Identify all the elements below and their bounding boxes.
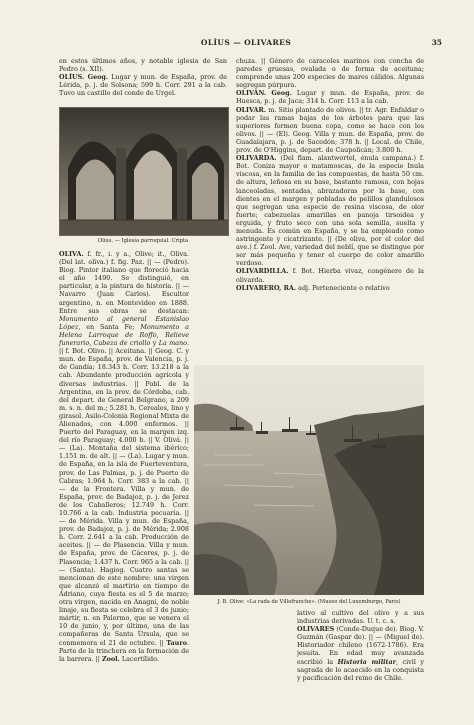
work-historia-militar: Historia militar	[337, 657, 397, 666]
entry-olivarero-text: adj. Perteneciente o relativo	[296, 283, 390, 292]
left-column-top	[59, 57, 227, 103]
entry-olivares	[297, 625, 424, 682]
crypt-caption-text: Iglesia parroquial. Cripta	[121, 238, 189, 244]
headword-olivarda: OLIVARDA.	[236, 154, 277, 163]
entry-olivardilla-text: f. Bot. Hierba vivaz, congénere de la olivarda.	[236, 267, 424, 284]
headword-olivardilla: OLIVARDILLA.	[236, 267, 289, 276]
page-number: 35	[431, 38, 442, 47]
right-column-bottom	[297, 609, 424, 719]
label-tauro: Tauro	[166, 638, 187, 647]
work-title-3: La mano	[158, 339, 187, 348]
entry-olivar	[236, 106, 424, 155]
label-zool: Zool.	[101, 654, 120, 663]
entry-olivarda	[236, 154, 424, 267]
headword-olivares: OLIVARES	[297, 625, 335, 634]
entry-oliva	[59, 250, 189, 663]
entry-oliva-text-c: y	[150, 339, 159, 348]
headword-oliva: OLIVA.	[59, 250, 84, 258]
running-header	[50, 38, 442, 50]
entry-olivarda-text: (Del flam. alantwortel, énula campana.) f. Bot. Coniza mayor o matamoscas, de la especie Inula viscosa, en la familia de las compuestas, de hasta 50 cm. de altura, leñosa en su base, bastante ramosa, con hojas lanceoladas, sentadas, abrazadoras por la base, con dientes en el margen y pobladas de pelillos glandulosos que segregan una especie de resina viscosa, de olor fuerte; cabezuelas amarillas en panoja tirsoidea y erguida, y fruto seco con una sola semilla, suelta y menuda. Es común en España, y se ha empleado como astringente y cicatrizante. || (De oliva, por el color del ave.) f. Zool. Ave, variedad del neblí, que se distingue por ser más pequeña y tener el cuerpo de color amarillo verdoso.	[236, 154, 424, 268]
painting-illustration	[194, 365, 424, 595]
entry-olivan-text: Lugar y mun. de España, prov. de Huesca, p. j. de Jaca; 314 h. Corr. 113 a la cab.	[236, 89, 424, 106]
painting-caption: J. B. Olive: «La rada de Villefranche». (Museo del Luxemburgo, París)	[217, 599, 401, 605]
work-title-1: Monumento al general Estanislao López	[59, 314, 189, 331]
entry-olivan	[236, 89, 424, 105]
crypt-caption-dash: —	[113, 238, 122, 244]
entry-olivares-text-b: , civil y sagrada de lo acaecido en la conquista y pacificación del reino de Chile.	[297, 657, 424, 682]
running-title: OLÍUS — OLIVARES	[200, 38, 292, 47]
entry-olius	[59, 73, 227, 97]
entry-olivares-text-a: (Conde-Duque de). Biog. V. Guzmán (Gaspar de). || — (Miguel de). Historiador chileno (1672-1786). Era jesuita. En edad muy avanzada escribió la	[297, 625, 424, 666]
crypt-photo	[59, 107, 229, 236]
entry-olivardilla	[236, 267, 424, 283]
paragraph-olivarero-cont: lativo al cultivo del olivo y a sus industrias derivadas. U. t. c. s.	[297, 609, 424, 626]
entry-oliva-text-f: Lacertílido.	[119, 654, 159, 663]
left-column-bottom	[59, 250, 189, 716]
entry-olius-text: Lugar y mun. de España, prov. de Lérida, p. j. de Solsona; 599 h. Corr. 291 a la cab. Tuvo un castillo del conde de Urgel.	[59, 73, 227, 98]
headword-olivan: OLIVÁN.	[236, 89, 267, 98]
headword-olius: OLÍUS.	[59, 73, 85, 82]
headword-olivar: OLIVAR.	[236, 105, 267, 114]
right-column-top	[236, 57, 424, 360]
painting-villefranche	[194, 365, 424, 595]
label-geog-olivan: Geog.	[266, 89, 292, 98]
work-title-2: Monumento a Helena Larroque de Roffo, Relieve funerario, Cabeza de criollo	[59, 322, 189, 348]
paragraph-caracoles: chuza. || Género de caracoles marinos con concha de paredes gruesas, ovalada o de forma de aceituna; comprende unas 200 especies de mares cálidos. Algunas segregan púrpura.	[236, 57, 424, 90]
entry-olivar-text: m. Sitio plantado de olivos. || tr. Agr. Enfaldar o podar las ramas bajas de los árboles para que las superiores formen buena copa, como se hace con los olivos. || — (El). Geog. Villa y mun. de España, prov. de Guadalajara, p. j. de Sacedón; 378 h. || Local. de Chile, prov. de O'Higgins, depart. de Caupolicán; 3.800 h.	[236, 105, 424, 155]
paragraph-san-pedro: en estos últimos años, y notable iglesia de San Pedro (s. XII).	[59, 57, 227, 74]
entry-oliva-text-b: , en Santa Fe;	[78, 322, 141, 331]
crypt-photo-illustration	[60, 108, 228, 235]
entry-olivarero	[236, 284, 424, 292]
headword-olivarero: OLIVARERO, RA.	[236, 283, 297, 292]
crypt-caption-place: Olius.	[97, 238, 114, 244]
entry-oliva-text-d: . || f. Bot. Olivo. || Aceituna. || Geog. C. y mun. de España, prov. de Valencia, p. j. de Gandía; 18.343 h. Corr. 13.218 a la cab. Abundante producción agrícola y diversas industrias. || Pobl. de la Argentina, en la prov. de Córdoba, cab. del depart. de General Belgrano, a 209 m. s. n. del m.; 5.281 h. Cereales, lino y girasol. Asilo-Colonia Regional Mixta de Alienados, con 4.000 enfermos. || Puerto del Paraguay, en la margen izq. del río Paraguay; 4.000 h. || V. Olivá. || — (La). Montaña del sistema ibérico; 1.151 m. de alt. || — (La). Lugar y mun. de España, en la isla de Fuerteventura, prov. de Las Palmas, p. j. de Puerto de Cabras; 1.964 h. Corr. 383 a la cab. || — de la Frontera. Villa y mun. de España, prov. de Badajoz, p. j. de Jerez de los Caballeros; 12.749 h. Corr. 10.766 a la cab. Industria pecuaria. || — de Mérida. Villa y mun. de España, prov. de Badajoz, p. j. de Mérida; 2.908 h. Corr. 2.641 a la cab. Producción de aceites. || — de Plasencia. Villa y mun. de España, prov. de Cáceres, p. j. de Plasencia; 1.437 h. Corr. 965 a la cab. || — (Santa). Hagiog. Cuatro santas se mencionan de este nombre: una virgen que alcanzó el martirio en tiempo de Adriano, cuya fiesta es el 5 de marzo; otra virgen, nacida en Anagni, de noble linaje, su fiesta se celebra el 3 de junio; mártir, n. en Palermo, que se venera el 10 de junio, y, por último, una de las compañeras de Santa Úrsula, que se conmemora el 21 de octubre. ||	[59, 339, 189, 647]
entry-oliva-text-a: f. fr., i. y a., Olive; it., Oliva. (Del lat. oliva.) f. fig. Paz. || — (Pedro). Biog. Pintor italiano que floreció hacia el año 1490. Se distinguió, en particular, a la pintura de historia. || — Navarro (Juan Carlos). Escultor argentino, n. en Montevideo en 1888. Entre sus obras se destacan:	[59, 250, 189, 315]
crypt-caption	[59, 238, 227, 245]
entry-oliva-text-e: . Parte de la trinchera en la formación de la barrera. ||	[59, 638, 189, 663]
label-geog: Geog.	[84, 73, 109, 82]
